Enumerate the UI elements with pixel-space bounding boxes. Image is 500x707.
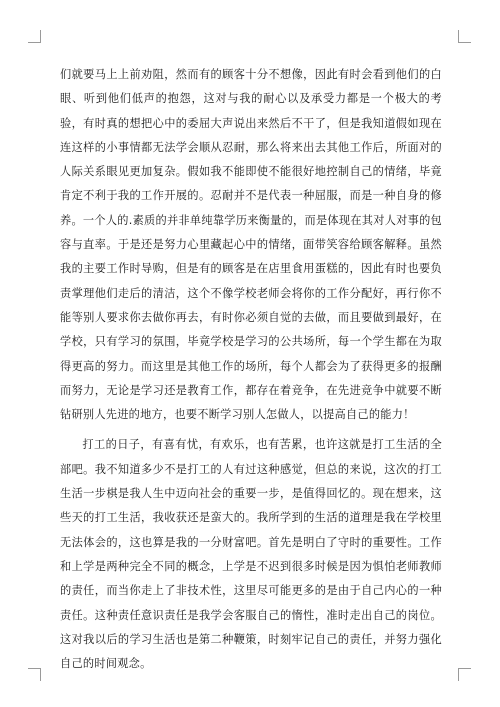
crop-mark-top-right	[458, 30, 471, 43]
paragraph-2: 打工的日子，有喜有忧，有欢乐，也有苦累，也许这就是打工生活的全部吧。我不知道多少不是打工的人有过这种感觉，但总的来说，这次的打工生活一步棋是我人生中迈向社会的重要一步，是值得回忆的。现在想来，这些天的打工生活，我收获还是蛮大的。我所学到的生活的道理是我在学校里无法体会的，这也算是我的一分财富吧。首先是明白了守时的重要性。工作和上学是两种完全不同的概念，上学是不迟到很多时候是因为惧怕老师教师的责任，而当你走上了非技术性，这里尽可能更多的是由于自己内心的一种责任。这种责任意识责任是我学会客服自己的惰性，准时走出自己的岗位。这对我以后的学习生活也是第二种鞭策，时刻牢记自己的责任，并努力强化自己的时间观念。	[60, 438, 442, 671]
crop-mark-bottom-right	[458, 668, 471, 681]
crop-mark-top-left	[28, 30, 41, 43]
crop-mark-bottom-left	[28, 668, 41, 681]
paragraph-1: 们就要马上上前劝阻，然而有的顾客十分不想像，因此有时会看到他们的白眼、听到他们低声的抱怨，这对与我的耐心以及承受力都是一个极大的考验，有时真的想把心中的委屈大声说出来然后不干了，但是我知道假如现在连这样的小事情都无法学会顺从忍耐，那么将来出去其他工作后，所面对的人际关系眼见更加复杂。假如我不能即使不能很好地控制自己的情绪，毕竟肯定不利于我的工作开展的。忍耐并不是代表一种屈服，而是一种自身的修养。一个人的.素质的并非单纯靠学历来衡量的，而是体现在其对人对事的包容与直率。于是还是努力心里藏起心中的情绪，面带笑容给顾客解释。虽然我的主要工作时导购，但是有的顾客是在店里食用蛋糕的，因此有时也要负责掌理他们走后的清洁，这个不像学校老师会将你的工作分配好，再行你不能等别人要求你去做你再去，有时你必须自觉的去做，而且要做到最好，在学校，只有学习的氛围，毕竟学校是学习的公共场所，每一个学生都在为取得更高的努力。而这里是其他工作的场所，每个人都会为了获得更多的报酬而努力，无论是学习还是教育工作，都存在着竞争，在先进竞争中就要不断钻研别人先进的地方，也要不断学习别人怎做人，以提高自己的能力！	[60, 68, 442, 422]
document-body	[60, 63, 442, 676]
